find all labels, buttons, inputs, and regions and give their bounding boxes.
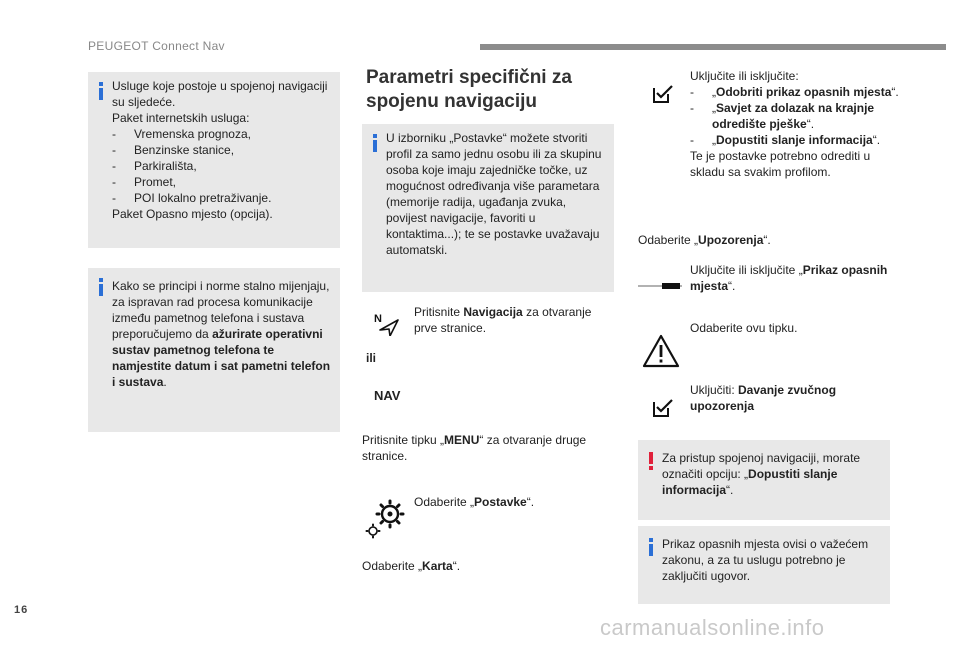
checkbox-icon[interactable]: [652, 84, 674, 104]
page-number: 16: [14, 604, 29, 616]
header-bar: [480, 44, 946, 50]
danger-pre: Uključite ili isključite „: [690, 263, 803, 277]
item-pre: „: [712, 133, 716, 147]
press-post: za otvaranje prve stranice.: [414, 305, 592, 335]
list-item: [690, 84, 900, 100]
press-navigation-text: [414, 304, 604, 336]
update-end: .: [163, 375, 167, 389]
map-post: “.: [452, 559, 461, 573]
info-icon: [96, 278, 110, 296]
info-icon: [646, 538, 660, 556]
list-item: - Promet,: [112, 174, 332, 190]
select-map-text: [362, 558, 460, 574]
menu-bold: MENU: [444, 433, 480, 447]
danger-bold: Prikaz opasnih mjesta: [690, 263, 888, 293]
item-bold: Odobriti prikaz opasnih mjesta: [716, 85, 892, 99]
press-menu-text: [362, 432, 612, 464]
menu-pre: Pritisnite tipku „: [362, 433, 445, 447]
or-label: ili: [366, 351, 377, 365]
settings-post: “.: [526, 495, 535, 509]
settings-pre: Odaberite „: [414, 495, 475, 509]
map-bold: Karta: [422, 559, 453, 573]
danger-post: “.: [728, 279, 736, 293]
item-post: “.: [872, 133, 881, 147]
section-title: Parametri specifični za spojenu navigaciju: [366, 67, 572, 112]
alerts-pre: Odaberite „: [638, 233, 699, 247]
list-item: [690, 132, 900, 148]
toggle-block: [690, 68, 900, 180]
toggle-list: [690, 84, 900, 148]
info-box-contract: [638, 526, 890, 604]
settings-bold: Postavke: [474, 495, 527, 509]
navigation-icon[interactable]: [372, 310, 402, 336]
profiles-text: U izborniku „Postavke“ možete stvoriti profil za samo jednu osobu ili za skupinu osoba koje imaju zajedničke točke, uz mogućnost određivanja više parametara (memorije radija, ugađanja zvuka, povijest navigacije, favoriti u kontaktima...); te se postavke uvažavaju automatski.: [386, 131, 602, 257]
alerts-post: “.: [763, 233, 771, 247]
info-box-update: [88, 268, 340, 432]
warning-box: [638, 440, 890, 520]
list-item: - POI lokalno pretraživanje.: [112, 190, 332, 206]
press-bold: Navigacija: [463, 305, 523, 319]
warning-icon: [646, 452, 660, 470]
item-bold: Dopustiti slanje informacija: [716, 133, 873, 147]
item-bold: Savjet za dolazak na krajnje odredište pješke: [712, 101, 875, 131]
nav-button[interactable]: NAV: [374, 388, 401, 403]
map-pre: Odaberite „: [362, 559, 423, 573]
sound-alert-text: [690, 382, 890, 414]
warning-bold: Dopustiti slanje informacija: [662, 467, 838, 497]
settings-gear-icon[interactable]: [364, 496, 408, 540]
toggle-switch-icon[interactable]: [638, 280, 682, 292]
info-box-profiles: [362, 124, 614, 292]
services-pack: Paket internetskih usluga:: [112, 111, 250, 125]
contract-text: Prikaz opasnih mjesta ovisi o važećem zakonu, a za tu uslugu potrebno je zaključiti ugovor.: [662, 537, 869, 583]
sound-pre: Uključiti:: [690, 383, 739, 397]
update-bold: ažurirate operativni sustav pametnog telefona te namjestite datum i sat pametni telefon i sustava: [112, 327, 331, 389]
checkbox-icon[interactable]: [652, 398, 674, 418]
list-item: - Vremenska prognoza,: [112, 126, 332, 142]
services-footer: Paket Opasno mjesto (opcija).: [112, 207, 273, 221]
item-pre: „: [712, 85, 716, 99]
update-text: Kako se principi i norme stalno mijenjaju, za ispravan rad procesa komunikacije između pametnog telefona i sustava preporučujemo da: [112, 279, 330, 341]
list-item: - Benzinske stanice,: [112, 142, 332, 158]
services-list: [112, 126, 332, 206]
warning-pre: Za pristup spojenoj navigaciji, morate označiti opciju: „: [662, 451, 861, 481]
item-pre: „: [712, 101, 716, 115]
select-button-text: Odaberite ovu tipku.: [690, 321, 798, 335]
item-post: “.: [806, 117, 815, 131]
toggle-intro: Uključite ili isključite:: [690, 69, 799, 83]
warning-triangle-icon[interactable]: [642, 334, 680, 368]
item-post: “.: [891, 85, 899, 99]
menu-post: “ za otvaranje druge stranice.: [362, 433, 587, 463]
info-icon: [370, 134, 384, 152]
header-title: PEUGEOT Connect Nav: [88, 39, 225, 53]
press-pre: Pritisnite: [414, 305, 464, 319]
info-icon: [96, 82, 110, 100]
warning-post: “.: [726, 483, 734, 497]
select-alerts-text: [638, 232, 771, 248]
danger-zones-text: [690, 262, 890, 294]
info-box-services: [88, 72, 340, 248]
list-item: [690, 100, 900, 132]
services-intro: Usluge koje postoje u spojenoj navigaciji su sljedeće.: [112, 79, 328, 109]
sound-bold: Davanje zvučnog upozorenja: [690, 383, 837, 413]
alerts-bold: Upozorenja: [698, 233, 764, 247]
select-settings-text: [414, 494, 534, 510]
list-item: - Parkirališta,: [112, 158, 332, 174]
watermark: carmanualsonline.info: [600, 615, 825, 640]
svg-text:N: N: [374, 313, 382, 325]
toggle-footer: Te je postavke potrebno odrediti u skladu sa svakim profilom.: [690, 149, 871, 179]
